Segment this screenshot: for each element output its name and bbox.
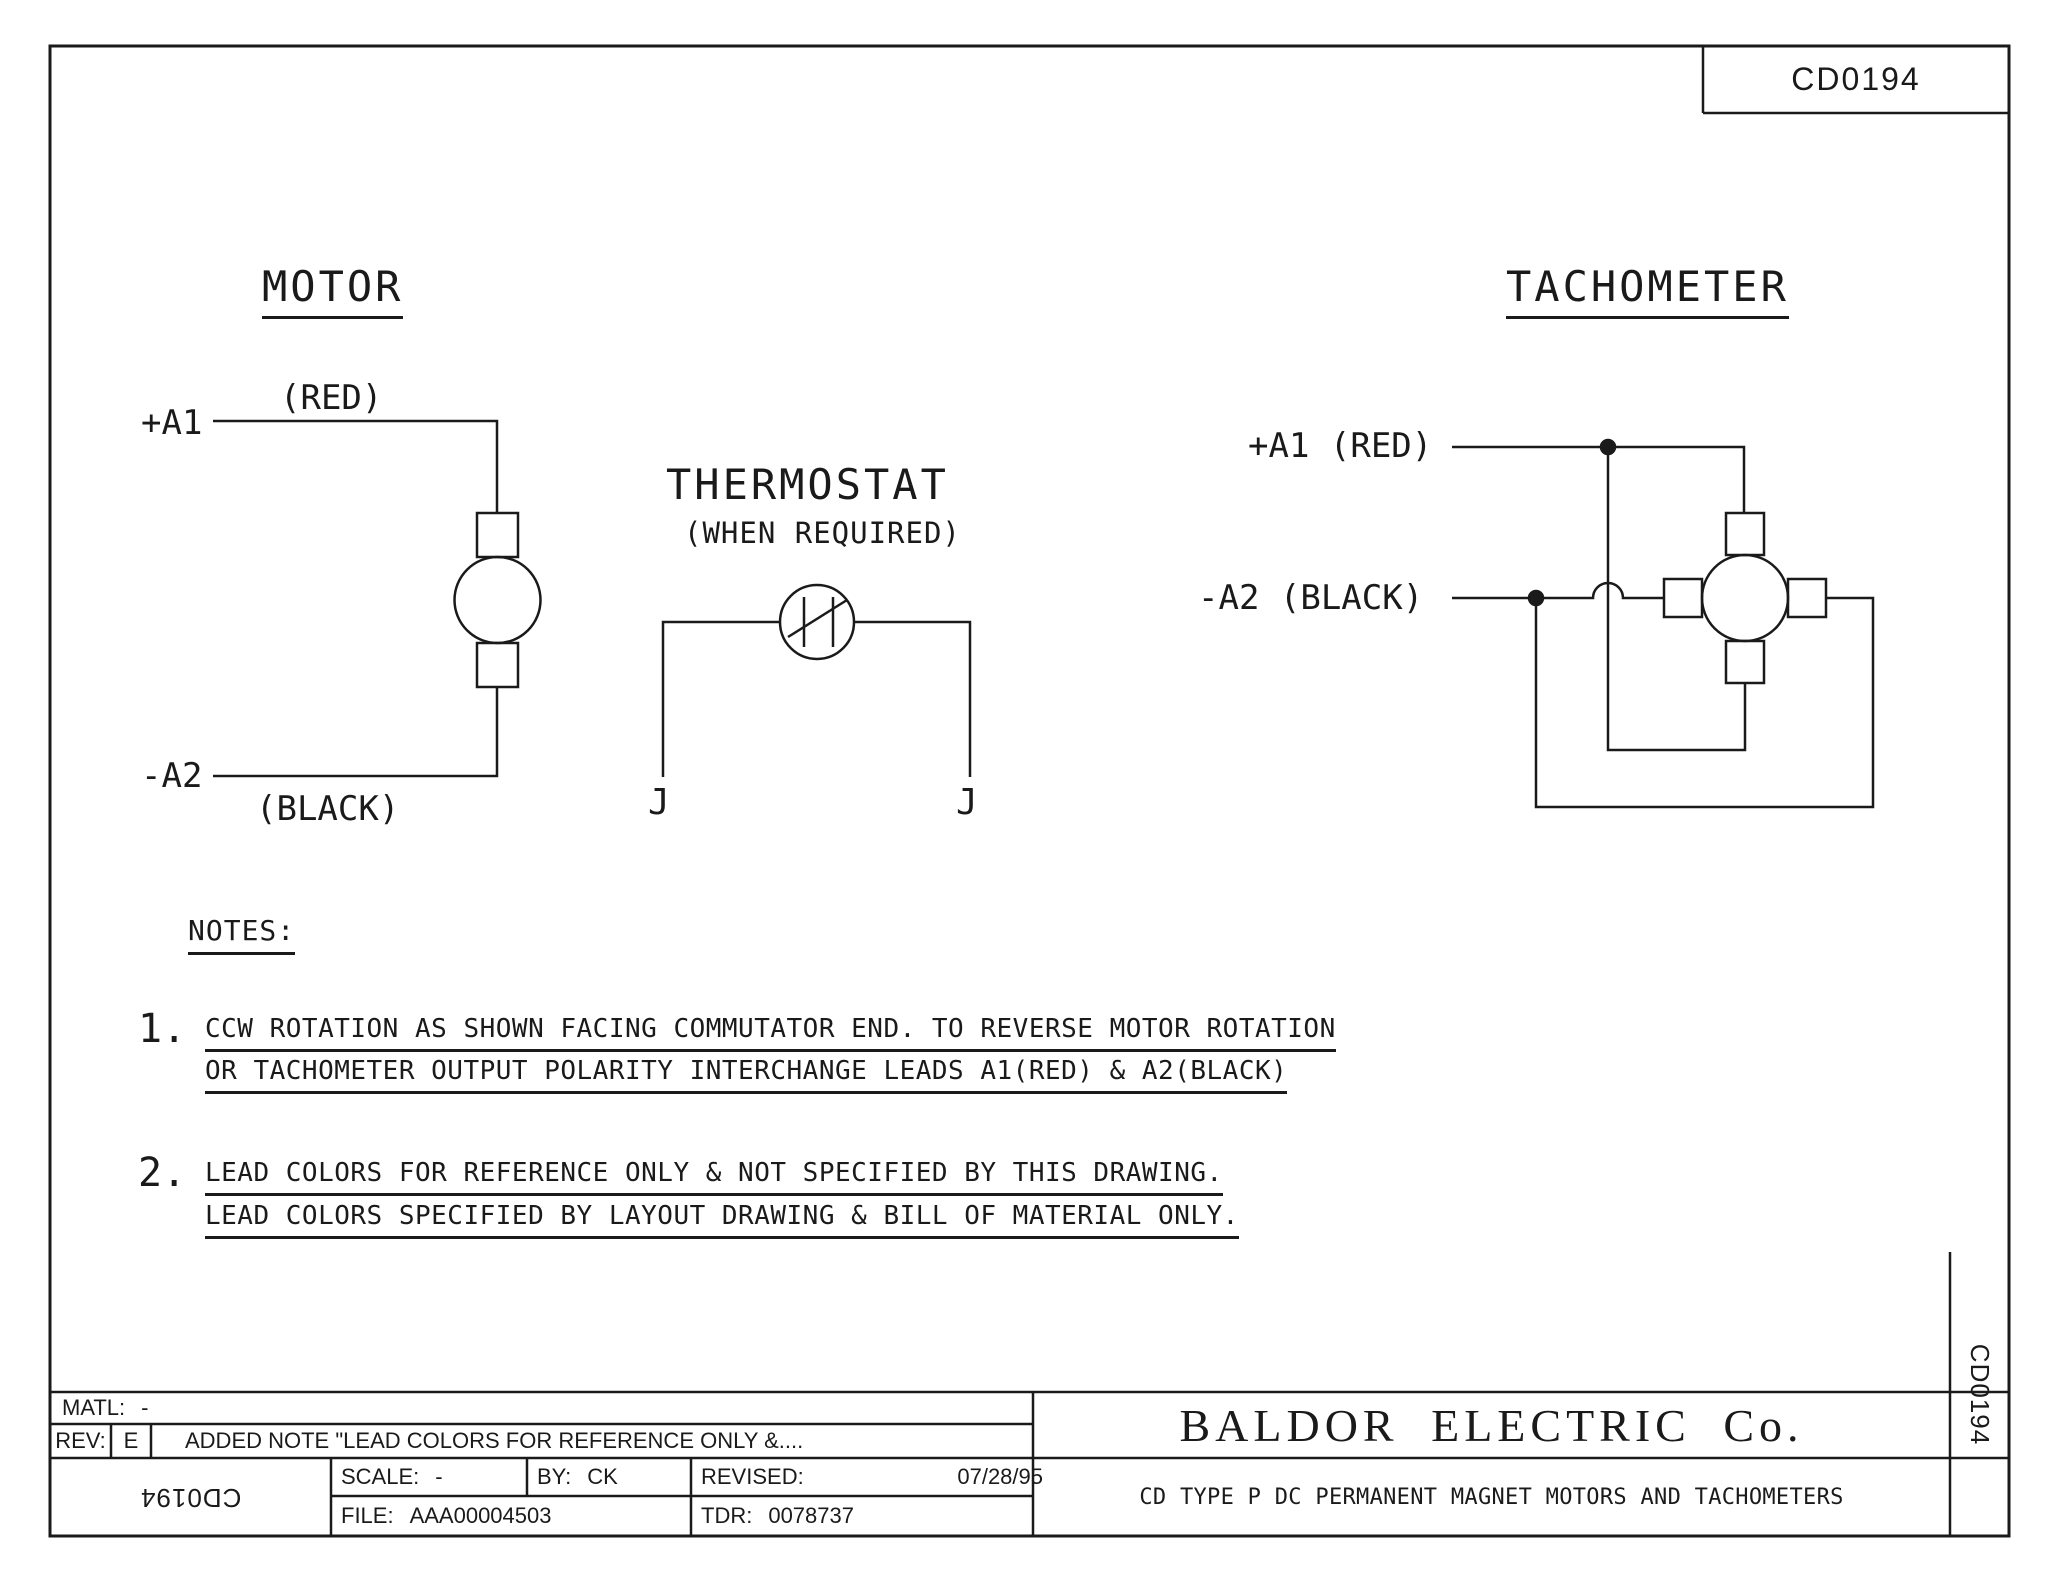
matl-value: -: [141, 1395, 149, 1420]
note-2-line-1: LEAD COLORS FOR REFERENCE ONLY & NOT SPECIFIED BY THIS DRAWING.: [205, 1158, 1223, 1196]
thermostat-terminal-j-left: J: [648, 782, 670, 823]
side-number-cell: [1950, 1252, 2009, 1536]
tdr-label: TDR:: [701, 1503, 753, 1528]
revised-value: 07/28/95: [957, 1464, 1043, 1489]
note-1-line-1: CCW ROTATION AS SHOWN FACING COMMUTATOR END. TO REVERSE MOTOR ROTATION: [205, 1014, 1336, 1052]
file-cell: [331, 1496, 701, 1536]
revised-label: REVISED:: [701, 1464, 804, 1489]
scale-value: -: [435, 1464, 443, 1489]
thermostat-heading: THERMOSTAT: [666, 460, 949, 509]
by-label: BY:: [537, 1464, 572, 1489]
thermostat-subheading: (WHEN REQUIRED): [684, 516, 961, 550]
motor-lead-a2-color-label: (BLACK): [256, 789, 400, 829]
tdr-cell: [691, 1496, 1043, 1536]
thermostat-circuit: [663, 585, 970, 777]
rev-value: E: [123, 1428, 139, 1453]
motor-circuit: [213, 421, 541, 776]
tachometer-lead-a1-label: +A1 (RED): [1248, 426, 1433, 466]
note-2-number: 2.: [138, 1150, 187, 1196]
file-label: FILE:: [341, 1503, 394, 1528]
matl-label: MATL:: [62, 1395, 126, 1420]
thermostat-terminal-j-right: J: [956, 782, 978, 823]
scale-cell: [331, 1458, 537, 1496]
motor-lead-a1-color-label: (RED): [280, 378, 383, 418]
junction-dot: [1601, 440, 1615, 454]
note-1-number: 1.: [138, 1006, 187, 1052]
motor-lead-a2-label: -A2: [141, 756, 203, 796]
by-cell: [527, 1458, 701, 1496]
rev-label-cell: [50, 1424, 111, 1458]
file-value: AAA00004503: [409, 1503, 552, 1528]
drawing-title-cell: [1033, 1458, 1950, 1536]
notes-heading: NOTES:: [188, 914, 295, 955]
company-name: BALDOR ELECTRIC Co.: [1179, 1399, 1804, 1451]
tdr-value: 0078737: [768, 1503, 854, 1528]
revised-cell: [691, 1458, 1077, 1496]
by-value: CK: [587, 1464, 618, 1489]
rev-description-cell: [151, 1424, 1067, 1458]
stamp-cell: [50, 1458, 331, 1536]
note-2-line-2: LEAD COLORS SPECIFIED BY LAYOUT DRAWING & BILL OF MATERIAL ONLY.: [205, 1201, 1239, 1239]
drawing-number-top-right: [1703, 46, 2009, 113]
rev-description: ADDED NOTE "LEAD COLORS FOR REFERENCE ONLY &....: [185, 1428, 804, 1453]
motor-lead-a1-label: +A1: [141, 403, 203, 443]
scale-label: SCALE:: [341, 1464, 420, 1489]
tachometer-heading: TACHOMETER: [1506, 262, 1789, 319]
motor-heading: MOTOR: [262, 262, 403, 319]
rev-label: REV:: [55, 1428, 106, 1453]
side-number-rotated: CD0194: [1965, 1343, 1995, 1445]
drawing-title: CD TYPE P DC PERMANENT MAGNET MOTORS AND TACHOMETERS: [1139, 1484, 1844, 1510]
drawing-number-text: CD0194: [1791, 61, 1921, 97]
matl-cell: [50, 1392, 1045, 1424]
junction-dot: [1529, 591, 1543, 605]
company-name-cell: [1033, 1392, 1950, 1458]
note-1-line-2: OR TACHOMETER OUTPUT POLARITY INTERCHANGE LEADS A1(RED) & A2(BLACK): [205, 1056, 1287, 1094]
rev-value-cell: [111, 1424, 151, 1458]
tachometer-circuit: [1452, 440, 1873, 807]
stamp-number-rotated: CD0194: [139, 1482, 242, 1513]
tachometer-lead-a2-label: -A2 (BLACK): [1198, 578, 1424, 618]
